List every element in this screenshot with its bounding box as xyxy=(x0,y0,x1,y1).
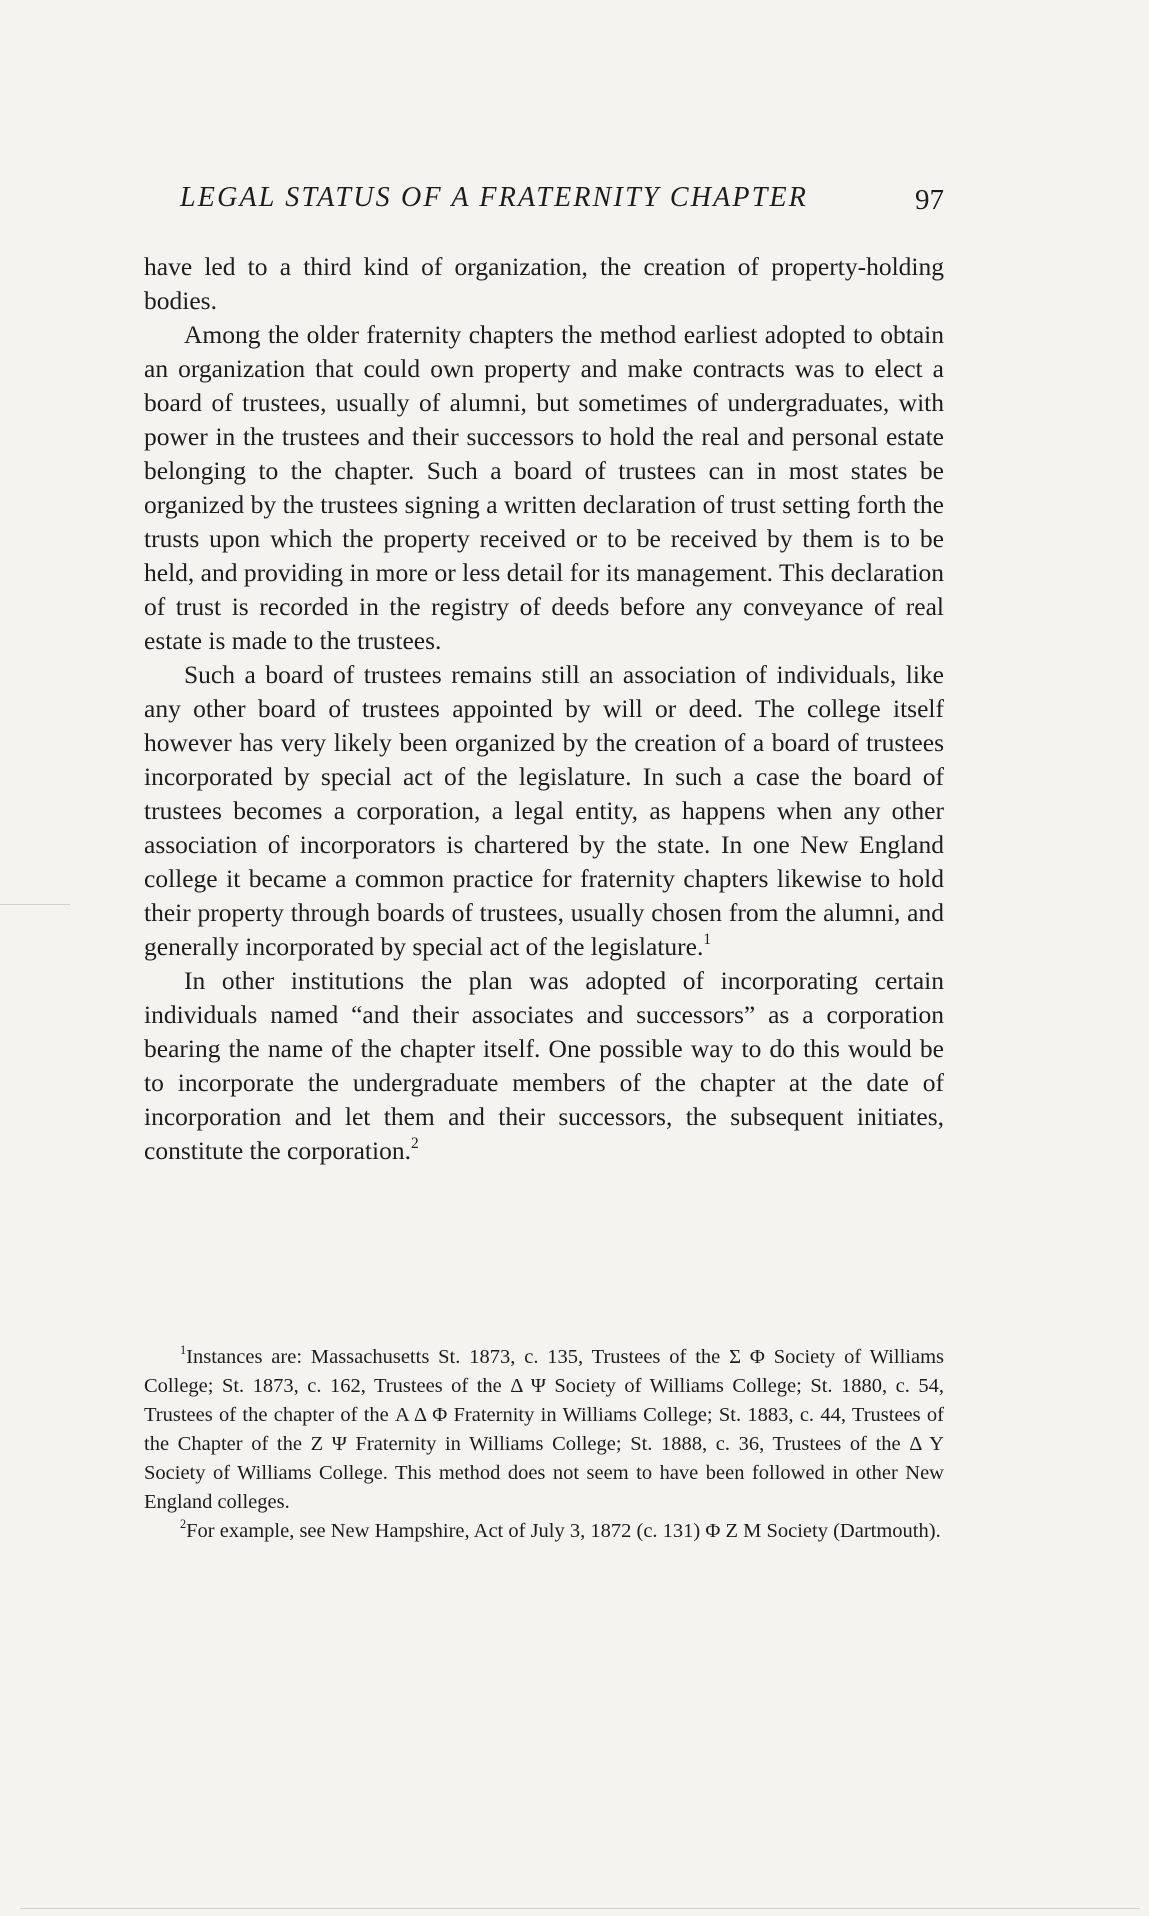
footnote-marker: 2 xyxy=(180,1517,187,1532)
footnote-marker: 1 xyxy=(180,1343,187,1358)
running-title: LEGAL STATUS OF A FRATERNITY CHAPTER xyxy=(180,182,809,213)
paragraph-text: In other institutions the plan was adopted of incorporating certain individuals named “and their associates and successors” as a corporation bearing the name of the chapter itself. One possible way to do this would be to incorporate the undergraduate members of the chapter at the date of incorporation and let them and their successors, the subsequent initiates, constitute the corporation. xyxy=(144,966,944,1165)
paragraph xyxy=(144,964,944,1168)
footnote-text: For example, see New Hampshire, Act of July 3, 1872 (c. 131) Φ Ζ Μ Society (Dartmouth). xyxy=(186,1520,941,1542)
footnotes xyxy=(144,1343,944,1546)
paragraph xyxy=(144,658,944,964)
paragraph-text: Such a board of trustees remains still an association of individuals, like any other board of trustees appointed by will or deed. The college itself however has very likely been organized by the creation of a board of trustees incorporated by special act of the legislature. In such a case the board of trustees becomes a corporation, a legal entity, as happens when any other association of incorporators is chartered by the state. In one New England college it became a common practice for fraternity chapters likewise to hold their property through boards of trustees, usually chosen from the alumni, and generally incorporated by special act of the legislature. xyxy=(144,660,944,961)
page-edge-mark xyxy=(20,1908,1140,1909)
paragraph: Among the older fraternity chapters the method earliest adopted to obtain an organization that could own property and make contracts was to elect a board of trustees, usually of alumni, but sometimes of undergraduates, with power in the trustees and their successors to hold the real and personal estate belonging to the chapter. Such a board of trustees can in most states be organized by the trustees signing a written declaration of trust setting forth the trusts upon which the property received or to be received by them is to be held, and providing in more or less detail for its management. This declaration of trust is recorded in the registry of deeds before any conveyance of real estate is made to the trustees. xyxy=(144,320,944,655)
footnote-text: Instances are: Massachusetts St. 1873, c. 135, Trustees of the Σ Φ Society of Williams College; St. 1873, c. 162, Trustees of the Δ Ψ Society of Williams College; St. 1880, c. 54, Trustees of the chapter of the Α Δ Φ Fraternity in Williams College; St. 1883, c. 44, Trustees of the Chapter of the Ζ Ψ Fraternity in Williams College; St. 1888, c. 36, Trustees of the Δ Υ Society of Williams College. This method does not seem to have been followed in other New England colleges. xyxy=(144,1346,944,1513)
main-text xyxy=(144,250,944,1168)
footnote-reference: 2 xyxy=(410,1134,419,1152)
footnote xyxy=(144,1343,944,1517)
footnote-reference: 1 xyxy=(703,930,712,948)
page-edge-mark xyxy=(0,904,70,905)
page-number: 97 xyxy=(915,184,944,216)
paragraph: have led to a third kind of organization, the creation of property-holding bodies. xyxy=(144,252,944,315)
page-header xyxy=(144,182,944,224)
footnote xyxy=(144,1517,944,1546)
